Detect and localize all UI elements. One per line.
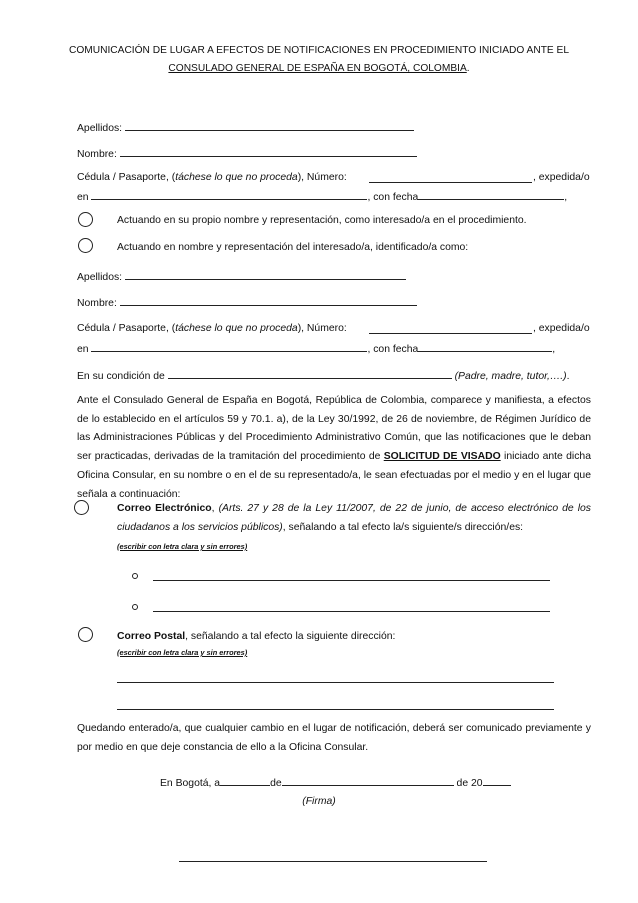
signature-line[interactable] — [179, 861, 487, 862]
option-representative-label: Actuando en nombre y representación del interesado/a, identificado/a como: — [117, 242, 469, 253]
represented-fecha-field[interactable] — [418, 342, 552, 352]
expedida-label: , expedida/o — [533, 172, 590, 183]
date-line: En Bogotá, a de de 20 — [160, 776, 511, 789]
postal-note: (escribir con letra clara y sin errores) — [117, 648, 248, 657]
condition-field[interactable] — [168, 369, 452, 379]
represented-expedida-label: , expedida/o — [533, 323, 590, 334]
signature-label: (Firma) — [302, 796, 336, 807]
fecha-field[interactable] — [418, 190, 564, 200]
expedida-en-field[interactable] — [91, 190, 367, 200]
postal-address-line-1[interactable] — [117, 682, 554, 683]
closing-paragraph: Quedando enterado/a, que cualquier cambio en el lugar de notificación, deberá ser comunicado previamente y por medio en que deje constancia de ello a la Oficina Consular. — [77, 723, 591, 753]
day-field[interactable] — [220, 776, 270, 786]
consulate-name: CONSULADO GENERAL DE ESPAÑA EN BOGOTÁ, COLOMBIA — [168, 63, 467, 74]
email-note: (escribir con letra clara y sin errores) — [117, 542, 248, 551]
nombre-field[interactable] — [120, 147, 417, 157]
represented-cedula-number-field[interactable] — [369, 324, 532, 334]
represented-nombre-field[interactable] — [120, 296, 417, 306]
option-postal-radio[interactable] — [78, 627, 93, 642]
applicant-cedula: Cédula / Pasaporte, (táchese lo que no proceda), Número: — [77, 172, 347, 183]
title-line-1: COMUNICACIÓN DE LUGAR A EFECTOS DE NOTIFICACIONES EN PROCEDIMIENTO INICIADO ANTE EL — [68, 45, 570, 56]
represented-nombre: Nombre: — [77, 296, 417, 309]
email-address-line-2[interactable] — [153, 611, 550, 612]
email-bullet-2 — [132, 604, 138, 610]
email-text: Correo Electrónico, (Arts. 27 y 28 de la Ley 11/2007, de 22 de junio, de acceso electrónico de los ciudadanos a los servicios públicos), señalando a tal efecto la/s siguiente/s dirección/es: — [117, 503, 591, 533]
applicant-apellidos: Apellidos: — [77, 121, 414, 134]
postal-text: Correo Postal, señalando a tal efecto la siguiente dirección: — [117, 631, 396, 642]
email-bullet-1 — [132, 573, 138, 579]
represented-expedida-line: en , con fecha , — [77, 344, 556, 355]
option-own-radio[interactable] — [78, 212, 93, 227]
year-field[interactable] — [483, 776, 511, 786]
represented-cedula: Cédula / Pasaporte, (táchese lo que no proceda), Número: — [77, 323, 347, 334]
applicant-expedida-line: en , con fecha , — [77, 192, 568, 203]
month-field[interactable] — [282, 776, 454, 786]
represented-expedida-en-field[interactable] — [91, 342, 367, 352]
option-email-radio[interactable] — [74, 500, 89, 515]
postal-address-line-2[interactable] — [117, 709, 554, 710]
title-line-2: CONSULADO GENERAL DE ESPAÑA EN BOGOTÁ, COLOMBIA. — [168, 63, 470, 74]
body-paragraph: Ante el Consulado General de España en Bogotá, República de Colombia, comparece y manifiesta, a efectos de lo establecido en el artículos 59 y 70.1. a), de la Ley 30/1992, de 26 de noviembre, de Régimen Jurídico de las Administraciones Públicas y del Procedimiento Administrativo Común, que las notificaciones que le deban ser practicadas, derivadas de la tramitación del procedimiento de SOLICITUD DE VISADO iniciado ante dicha Oficina Consular, en su nombre o en el de su representado/a, le sean efectuadas por el medio y en el lugar que señala a continuación: — [77, 395, 591, 500]
applicant-nombre: Nombre: — [77, 147, 417, 160]
cedula-number-field[interactable] — [369, 173, 532, 183]
option-own-label: Actuando en su propio nombre y representación, como interesado/a en el procedimiento. — [117, 215, 527, 226]
apellidos-field[interactable] — [125, 121, 414, 131]
option-representative-radio[interactable] — [78, 238, 93, 253]
visa-request-bold: SOLICITUD DE VISADO — [383, 451, 501, 463]
condition-line: En su condición de (Padre, madre, tutor,….). — [77, 371, 570, 382]
represented-apellidos: Apellidos: — [77, 270, 406, 283]
email-address-line-1[interactable] — [153, 580, 550, 581]
represented-apellidos-field[interactable] — [125, 270, 406, 280]
